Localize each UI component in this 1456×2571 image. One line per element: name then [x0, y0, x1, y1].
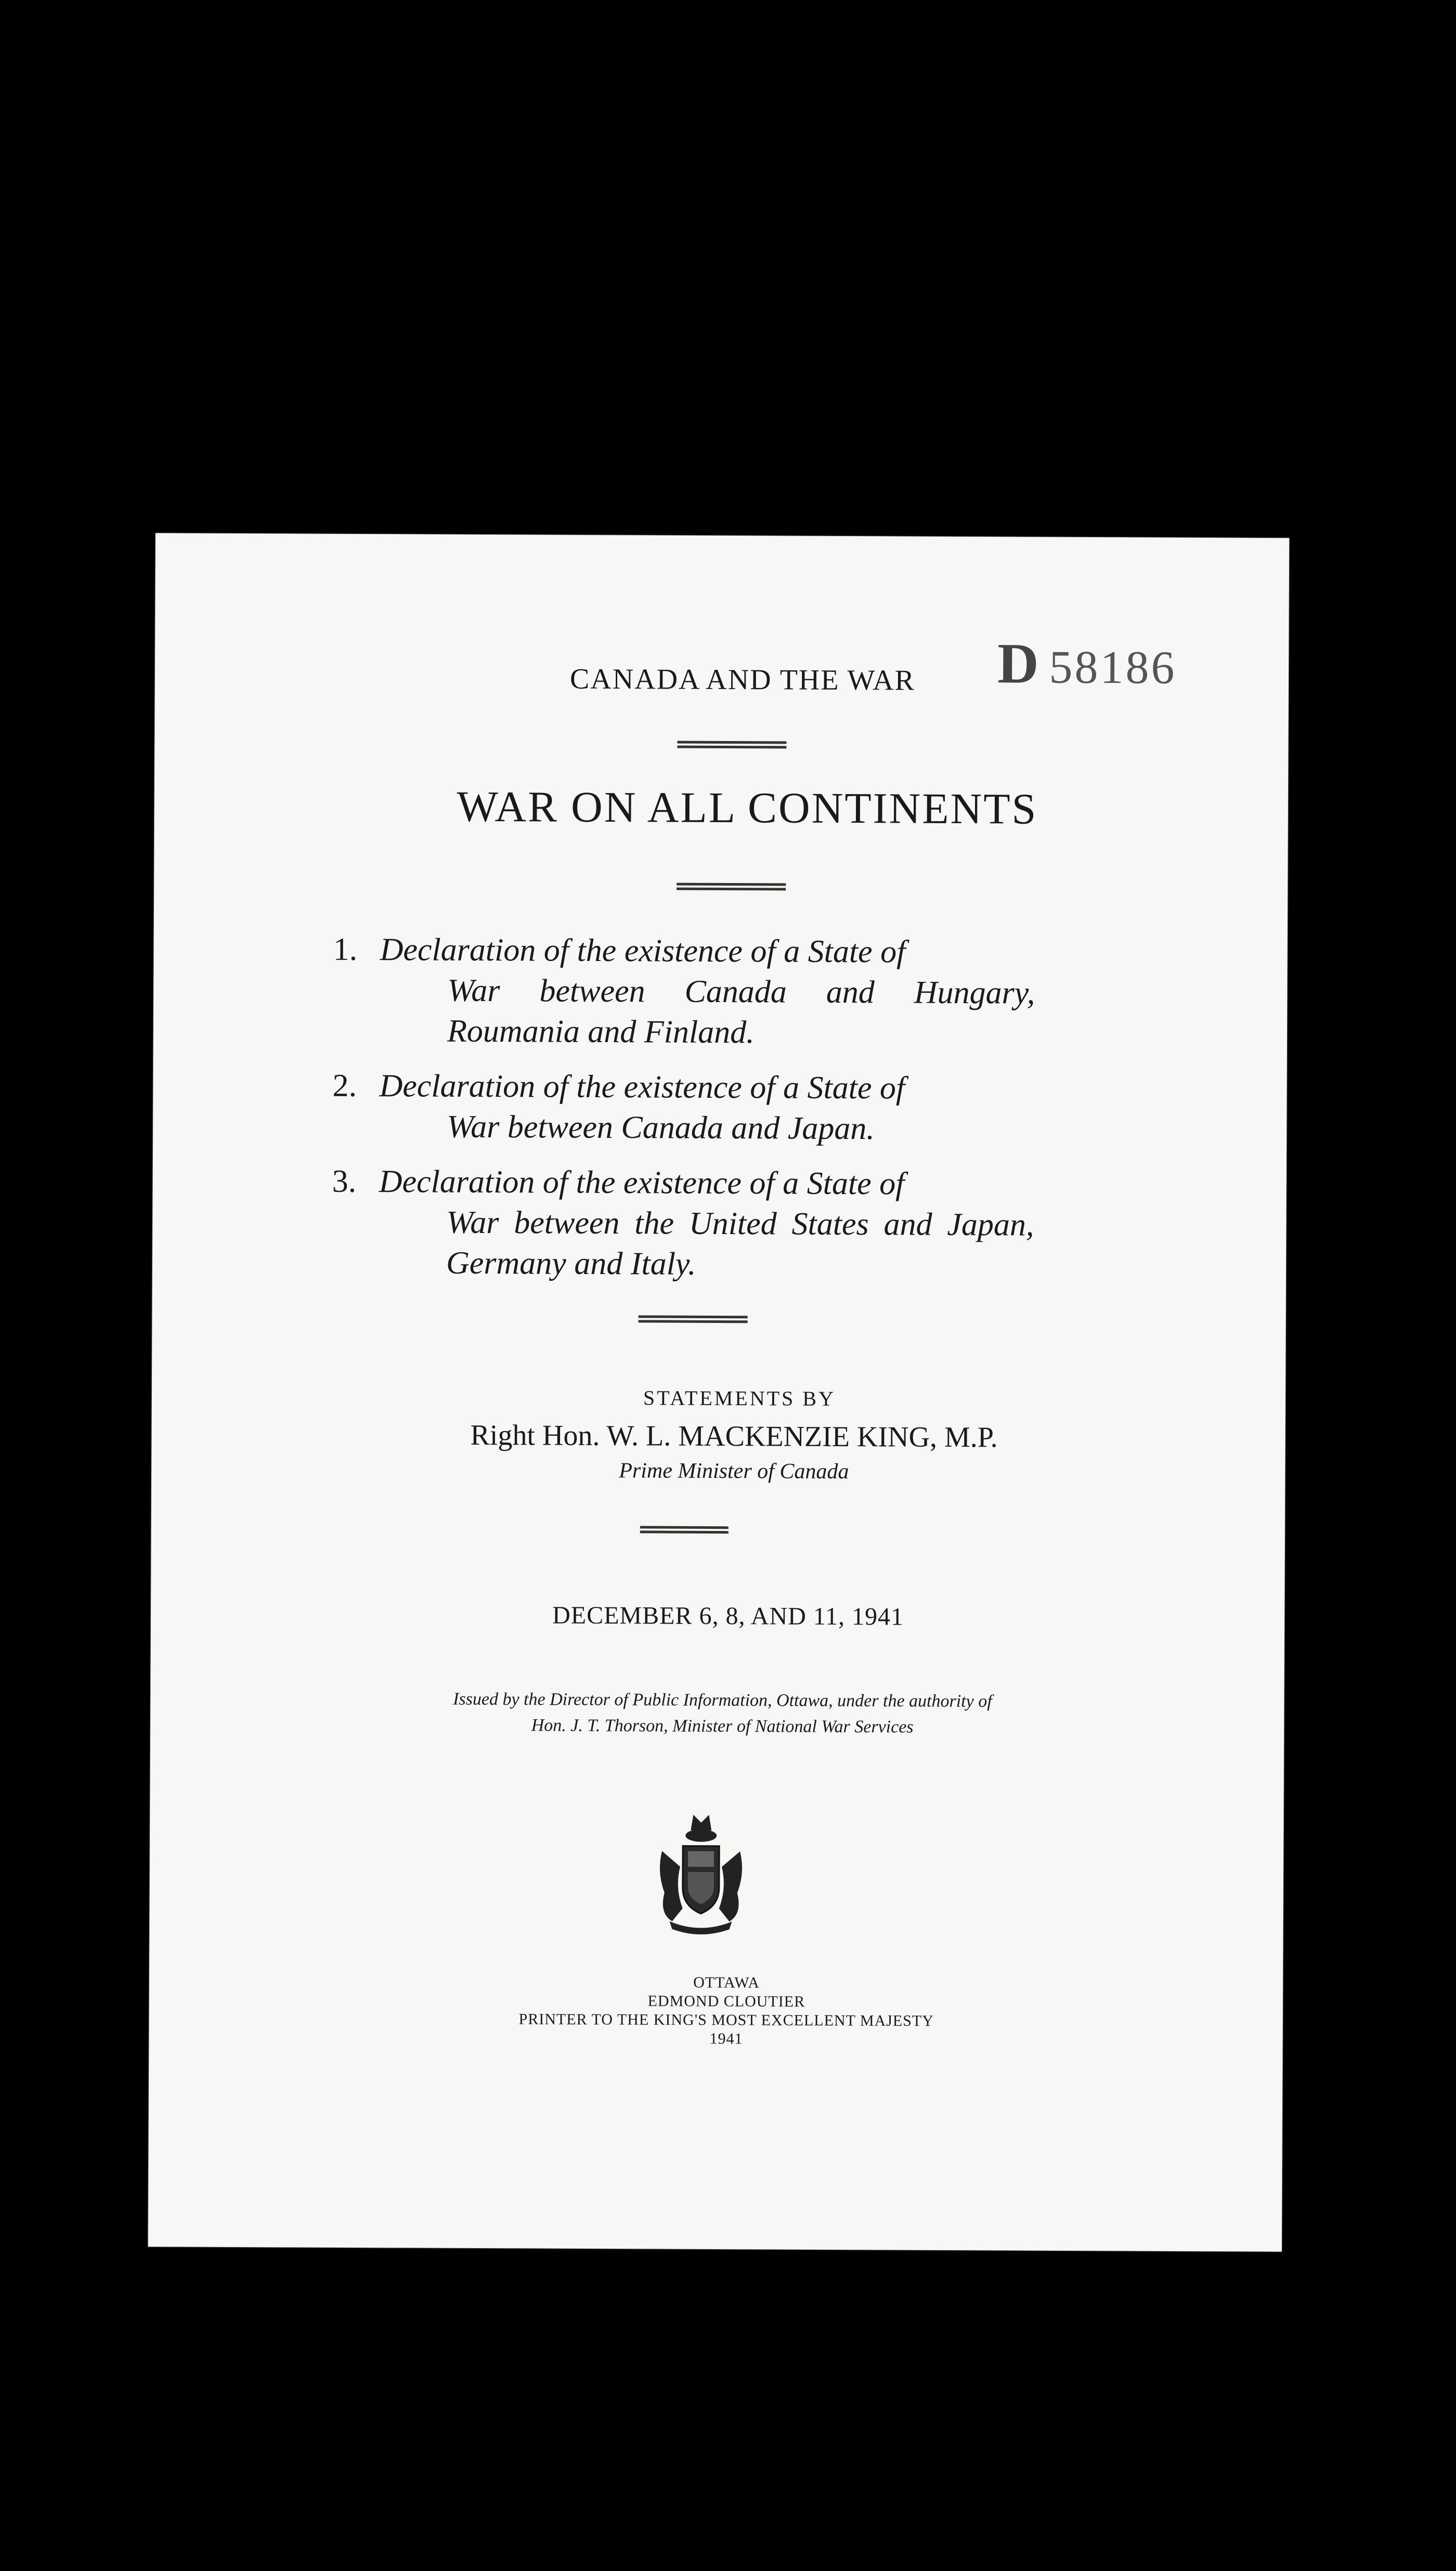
- item-number: 3.: [332, 1163, 357, 1199]
- imprint-block: [149, 1971, 1294, 2051]
- list-item: [332, 1066, 1035, 1150]
- item-number: 1.: [333, 931, 358, 967]
- document-page: [148, 533, 1289, 2251]
- issued-line-1: Issued by the Director of Public Information, Ottawa, under the authority of: [453, 1689, 992, 1711]
- divider-rule: [677, 741, 786, 749]
- item-text-rest: War between Canada and Hungary, Roumania and Finland.: [447, 972, 1035, 1050]
- catalog-number: 58186: [1049, 641, 1177, 694]
- imprint-city: OTTAWA: [693, 1973, 760, 1992]
- item-number: 2.: [332, 1068, 357, 1103]
- divider-rule: [677, 883, 786, 891]
- imprint-year: 1941: [709, 2030, 743, 2048]
- item-text-rest: War between Canada and Japan.: [447, 1109, 875, 1147]
- catalog-letter: D: [997, 631, 1041, 695]
- imprint-printer-title: PRINTER TO THE KING'S MOST EXCELLENT MAJESTY: [518, 2010, 934, 2030]
- statements-heading: STATEMENTS BY: [643, 1386, 836, 1410]
- declarations-list: [332, 929, 1035, 1301]
- issued-line-2: Hon. J. T. Thorson, Minister of National War Services: [531, 1716, 914, 1737]
- author-role: Prime Minister of Canada: [619, 1459, 849, 1484]
- imprint-printer: EDMOND CLOUTIER: [647, 1992, 805, 2010]
- divider-rule: [639, 1315, 748, 1323]
- item-text-first: Declaration of the existence of a State of: [379, 1164, 905, 1202]
- author-name: Right Hon. W. L. MACKENZIE KING, M.P.: [470, 1419, 998, 1454]
- statement-dates: DECEMBER 6, 8, AND 11, 1941: [552, 1601, 904, 1631]
- item-text-rest: War between the United States and Japan, Germany and Italy.: [446, 1204, 1034, 1282]
- coat-of-arms-icon: [651, 1809, 750, 1934]
- list-item: [332, 1161, 1034, 1286]
- list-item: [333, 929, 1035, 1054]
- issued-by-note: [150, 1685, 1289, 1742]
- item-text-first: Declaration of the existence of a State of: [380, 932, 906, 970]
- item-text-first: Declaration of the existence of a State of: [379, 1068, 905, 1106]
- divider-rule: [640, 1526, 729, 1534]
- series-title: CANADA AND THE WAR: [569, 663, 916, 697]
- page-title: WAR ON ALL CONTINENTS: [457, 782, 1038, 834]
